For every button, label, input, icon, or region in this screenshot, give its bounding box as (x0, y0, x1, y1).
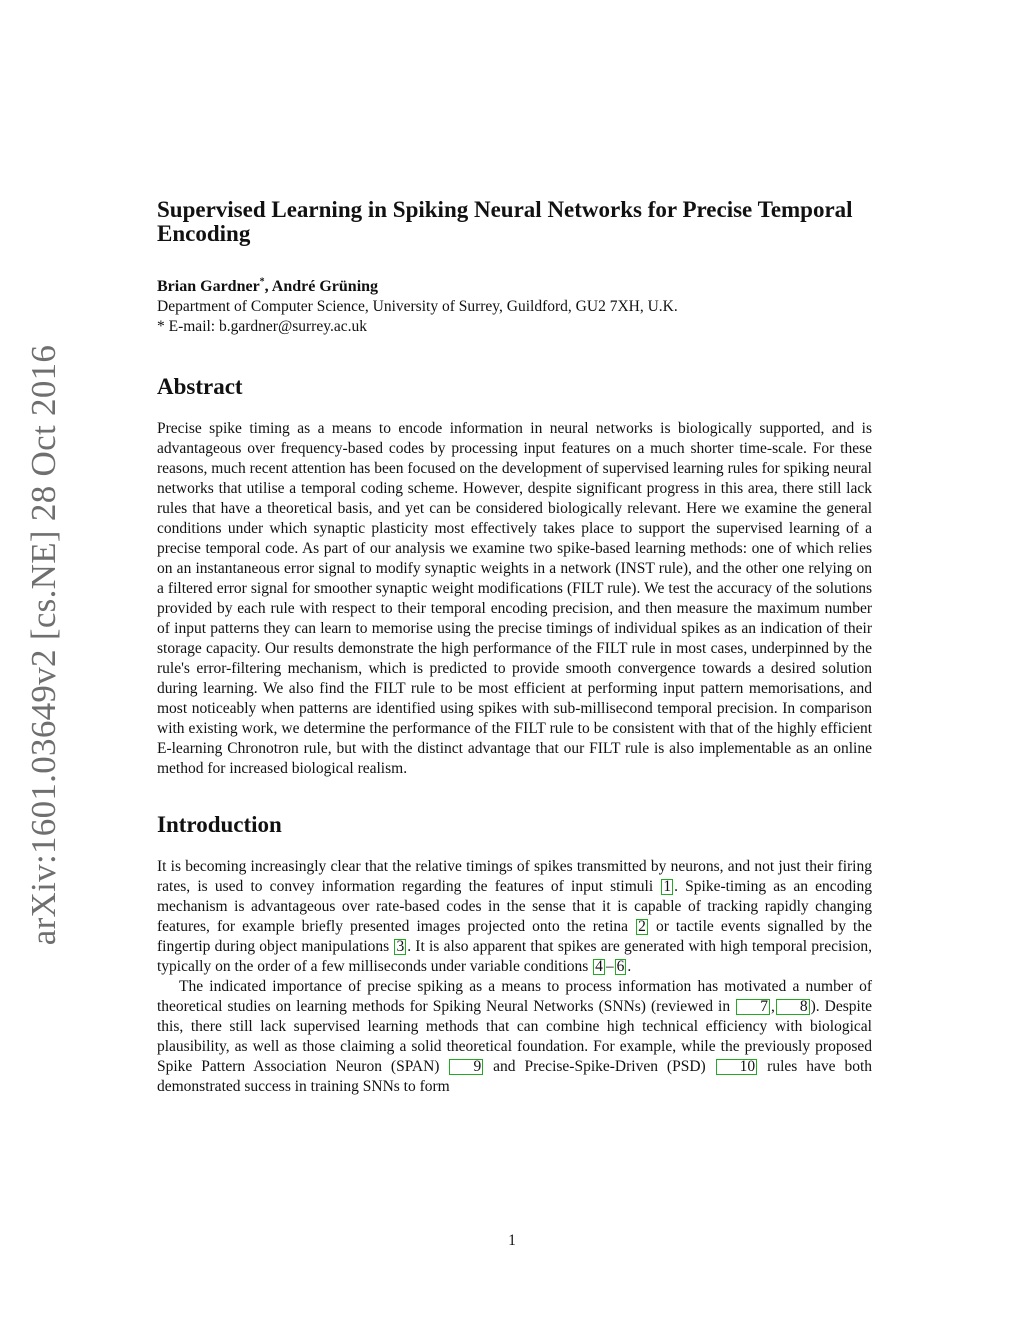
paragraph-text: . It is also apparent that spikes are generated with high temporal precision, typically on the order of a few milliseconds under variable conditions (157, 938, 872, 975)
paragraph-text: . (627, 958, 632, 975)
citation-link[interactable]: 7 (736, 999, 770, 1015)
paragraph-text: ). Despite this, there still lack supervised learning methods that can combine high technical efficiency with biological plausibility, as well as those claiming a solid theoretical foundation. For example, while the previously proposed Spike Pattern Association Neuron (SPAN) (157, 998, 873, 1075)
abstract-body: Precise spike timing as a means to encode information in neural networks is biologically supported, and is advantageous over frequency-based codes by processing input features on a much shorter time-scale. For these reasons, much recent attention has been focused on the development of supervised learning rules for spiking neural networks that utilise a temporal coding scheme. However, despite significant progress in this area, there still lack rules that have a theoretical basis, and yet can be considered biologically relevant. Here we examine the general conditions under which synaptic plasticity most effectively takes place to support the supervised learning of a precise temporal code. As part of our analysis we examine two spike-based learning methods: one of which relies on an instantaneous error signal to modify synaptic weights in a network (INST rule), and the other one relying on a filtered error signal for smoother synaptic weight modifications (FILT rule). We test the accuracy of the solutions provided by each rule with respect to their temporal encoding precision, and then measure the maximum number of input patterns they can learn to memorise using the precise timings of individual spikes as an indication of their storage capacity. Our results demonstrate the high performance of the FILT rule in most cases, underpinned by the rule's error-filtering mechanism, which is predicted to provide smooth convergence towards a desired solution during learning. We also find the FILT rule to be most efficient at performing input pattern memorisations, and most noticeably when patterns are identified using spikes with sub-millisecond temporal precision. In comparison with existing work, we determine the performance of the FILT rule to be consistent with that of the highly efficient E-learning Chronotron rule, but with the distinct advantage that our FILT rule is also implementable as an online method for increased biological realism. (157, 420, 872, 777)
citation-link[interactable]: 6 (616, 958, 625, 975)
paragraph-text: . Spike-timing as an encoding mechanism is advantageous over rate-based codes in the sense that it is capable of tracking rapidly changing features, for example briefly presented images projected onto the retina (157, 878, 872, 935)
paragraph-text: The indicated importance of precise spiking as a means to process information has motivated a number of theoretical studies on learning methods for Spiking Neural Networks (SNNs) (reviewed in (157, 978, 872, 1015)
paragraph-text: rules have both demonstrated success in training SNNs to form (157, 1058, 873, 1095)
author-name: Brian Gardner (157, 278, 260, 295)
content-column (157, 198, 872, 1097)
paragraph-text: and Precise-Spike-Driven (PSD) (493, 1058, 706, 1075)
citation-link[interactable]: 9 (449, 1059, 483, 1075)
affiliation: Department of Computer Science, University of Surrey, Guildford, GU2 7XH, U.K. (157, 298, 678, 315)
paragraph-text: or tactile events signalled by the fingertip during object manipulations (157, 918, 872, 955)
intro-paragraph (157, 857, 872, 977)
introduction-heading: Introduction (157, 812, 282, 837)
author-list (157, 277, 872, 297)
paper-title: Supervised Learning in Spiking Neural Networks for Precise Temporal Encoding (157, 197, 853, 246)
citation-link[interactable]: 1 (663, 878, 672, 895)
corresponding-author-mark: * (259, 276, 265, 288)
abstract-heading: Abstract (157, 374, 243, 399)
page-number: 1 (508, 1232, 516, 1249)
citation-link[interactable]: 10 (716, 1059, 758, 1075)
author-name: André Grüning (271, 278, 379, 295)
author-separator: , (264, 278, 272, 295)
contact-email: * E-mail: b.gardner@surrey.ac.uk (157, 318, 367, 335)
citation-link[interactable]: 2 (638, 918, 646, 935)
citation-separator: , (770, 998, 775, 1015)
citation-link[interactable]: 8 (776, 999, 810, 1015)
citation-separator: – (605, 958, 614, 975)
intro-paragraph (157, 977, 872, 1097)
citation-link[interactable]: 4 (595, 958, 603, 975)
citation-link[interactable]: 3 (396, 938, 405, 955)
arxiv-identifier: arXiv:1601.03649v2 [cs.NE] 28 Oct 2016 (24, 344, 63, 946)
paragraph-text: It is becoming increasingly clear that the relative timings of spikes transmitted by neurons, and not just their firing rates, is used to convey information regarding the features of input stimuli (157, 858, 872, 895)
